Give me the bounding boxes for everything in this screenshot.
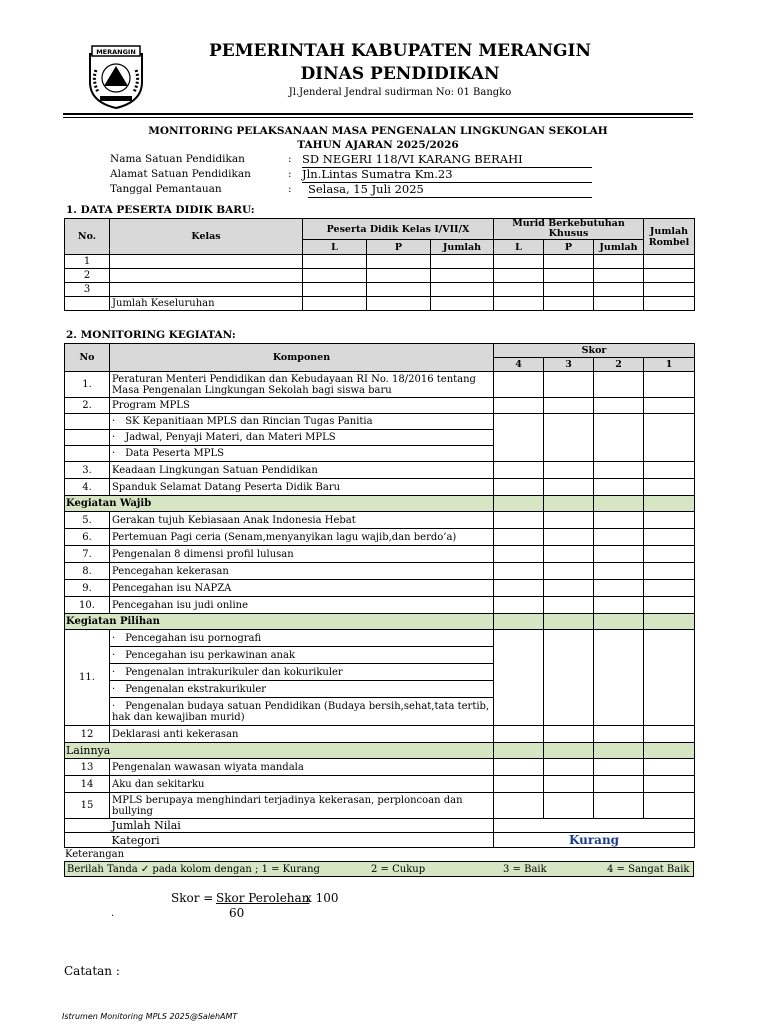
score-4: 4 <box>494 358 544 372</box>
table-row: 7. Pengenalan 8 dimensi profil lulusan <box>65 546 695 563</box>
kegiatan-pilihan-header: Kegiatan Pilihan <box>65 614 695 630</box>
lainnya-header: Lainnya <box>65 743 695 759</box>
col-rombel: Jumlah Rombel <box>644 219 695 255</box>
merangin-logo <box>82 42 150 110</box>
score-1: 1 <box>644 358 695 372</box>
colon: : <box>288 153 292 165</box>
catatan-label: Catatan : <box>64 964 120 978</box>
row-no: 2 <box>65 269 110 283</box>
legend-baik: 3 = Baik <box>501 862 605 877</box>
formula-dot: . <box>111 908 115 919</box>
header-rule <box>63 113 693 115</box>
table-row: 5. Gerakan tujuh Kebiasaan Anak Indonesia Hebat <box>65 512 695 529</box>
address-label: Alamat Satuan Pendidikan <box>110 168 251 180</box>
col-no: No <box>65 344 110 372</box>
col-l: L <box>303 240 367 255</box>
row-no: 3 <box>65 283 110 297</box>
col-p: P <box>367 240 431 255</box>
date-value: Selasa, 15 Juli 2025 <box>308 182 592 198</box>
header-line1: PEMERINTAH KABUPATEN MERANGIN <box>208 41 591 61</box>
table-row: 10. Pencegahan isu judi online <box>65 597 695 614</box>
doc-subtitle: TAHUN AJARAN 2025/2026 <box>297 139 459 151</box>
formula-times: x 100 <box>305 891 339 905</box>
monitoring-table <box>64 343 695 848</box>
col-jumlah: Jumlah <box>594 240 644 255</box>
colon: : <box>288 183 292 195</box>
col-murid-abk: Murid Berkebutuhan Khusus <box>494 219 644 240</box>
footer-note: Istrumen Monitoring MPLS 2025@SalehAMT <box>62 1012 238 1021</box>
header-line2: DINAS PENDIDIKAN <box>300 64 500 84</box>
table-row: 1. Peraturan Menteri Pendidikan dan Kebudayaan RI No. 18/2016 tentang Masa Pengenalan Lingkungan Sekolah bagi siswa baru <box>65 372 695 398</box>
kategori-row: Kategori Kurang <box>65 833 695 848</box>
col-p: P <box>544 240 594 255</box>
total-label: Jumlah Keseluruhan <box>110 297 303 311</box>
col-no: No. <box>65 219 110 255</box>
col-jumlah: Jumlah <box>431 240 494 255</box>
table-row: · SK Kepanitiaan MPLS dan Rincian Tugas Panitia <box>65 414 695 430</box>
doc-title: MONITORING PELAKSANAAN MASA PENGENALAN LINGKUNGAN SEKOLAH <box>148 125 608 137</box>
table-row: · Pencegahan isu perkawinan anak <box>65 647 695 664</box>
col-kelas: Kelas <box>110 219 303 255</box>
school-label: Nama Satuan Pendidikan <box>110 153 245 165</box>
table-row: · Data Peserta MPLS <box>65 446 695 462</box>
legend-instruction: Berilah Tanda ✓ pada kolom dengan ; 1 = Kurang <box>65 862 370 877</box>
table-row <box>65 283 695 297</box>
row-no: 1 <box>65 255 110 269</box>
date-label: Tanggal Pemantauan <box>110 183 222 195</box>
jumlah-nilai-row: Jumlah Nilai <box>65 819 695 833</box>
table-row: · Pengenalan intrakurikuler dan kokurikuler <box>65 664 695 681</box>
legend-sangat-baik: 4 = Sangat Baik <box>605 862 694 877</box>
table-row: 3. Keadaan Lingkungan Satuan Pendidikan <box>65 462 695 479</box>
table-row: 15 MPLS berupaya menghindari terjadinya kekerasan, perploncoan dan bullying <box>65 793 695 819</box>
header-rule-thin <box>63 117 693 118</box>
table-row: 14 Aku dan sekitarku <box>65 776 695 793</box>
legend-title: Keterangan <box>65 849 125 860</box>
address-value: Jln.Lintas Sumatra Km.23 <box>302 167 592 183</box>
kegiatan-wajib-header: Kegiatan Wajib <box>65 496 695 512</box>
table-row: · Pengenalan ekstrakurikuler <box>65 681 695 698</box>
table-row: · Jadwal, Penyaji Materi, dan Materi MPLS <box>65 430 695 446</box>
col-skor: Skor <box>494 344 695 358</box>
col-peserta: Peserta Didik Kelas I/VII/X <box>303 219 494 240</box>
colon: : <box>288 168 292 180</box>
legend-cukup: 2 = Cukup <box>369 862 501 877</box>
col-komponen: Komponen <box>110 344 494 372</box>
section2-title: 2. MONITORING KEGIATAN: <box>66 329 236 341</box>
table-row <box>65 269 695 283</box>
table-row: 11. · Pencegahan isu pornografi <box>65 630 695 647</box>
legend-table <box>64 861 694 877</box>
formula-numerator: Skor Perolehan <box>216 891 310 905</box>
formula-denominator: 60 <box>229 906 245 920</box>
table-row: 12 Deklarasi anti kekerasan <box>65 726 695 743</box>
table-row: · Pengenalan budaya satuan Pendidikan (Budaya bersih,sehat,tata tertib, hak dan kewajiban murid) <box>65 698 695 726</box>
table-row: 4. Spanduk Selamat Datang Peserta Didik Baru <box>65 479 695 496</box>
table-row: 2. Program MPLS <box>65 398 695 414</box>
table-row: 13 Pengenalan wawasan wiyata mandala <box>65 759 695 776</box>
svg-text:MERANGIN: MERANGIN <box>96 48 136 56</box>
col-l: L <box>494 240 544 255</box>
formula-lhs: Skor = <box>171 891 214 905</box>
table-row: 6. Pertemuan Pagi ceria (Senam,menyanyikan lagu wajib,dan berdo’a) <box>65 529 695 546</box>
table-row: 8. Pencegahan kekerasan <box>65 563 695 580</box>
school-value: SD NEGERI 118/VI KARANG BERAHI <box>302 152 592 168</box>
table-row: 9. Pencegahan isu NAPZA <box>65 580 695 597</box>
total-row <box>65 297 695 311</box>
score-2: 2 <box>594 358 644 372</box>
score-3: 3 <box>544 358 594 372</box>
header-address: Jl.Jenderal Jendral sudirman No: 01 Bangko <box>288 87 512 98</box>
section1-title: 1. DATA PESERTA DIDIK BARU: <box>66 204 255 216</box>
participants-table <box>64 218 695 311</box>
kategori-value: Kurang <box>494 833 695 848</box>
table-row <box>65 255 695 269</box>
